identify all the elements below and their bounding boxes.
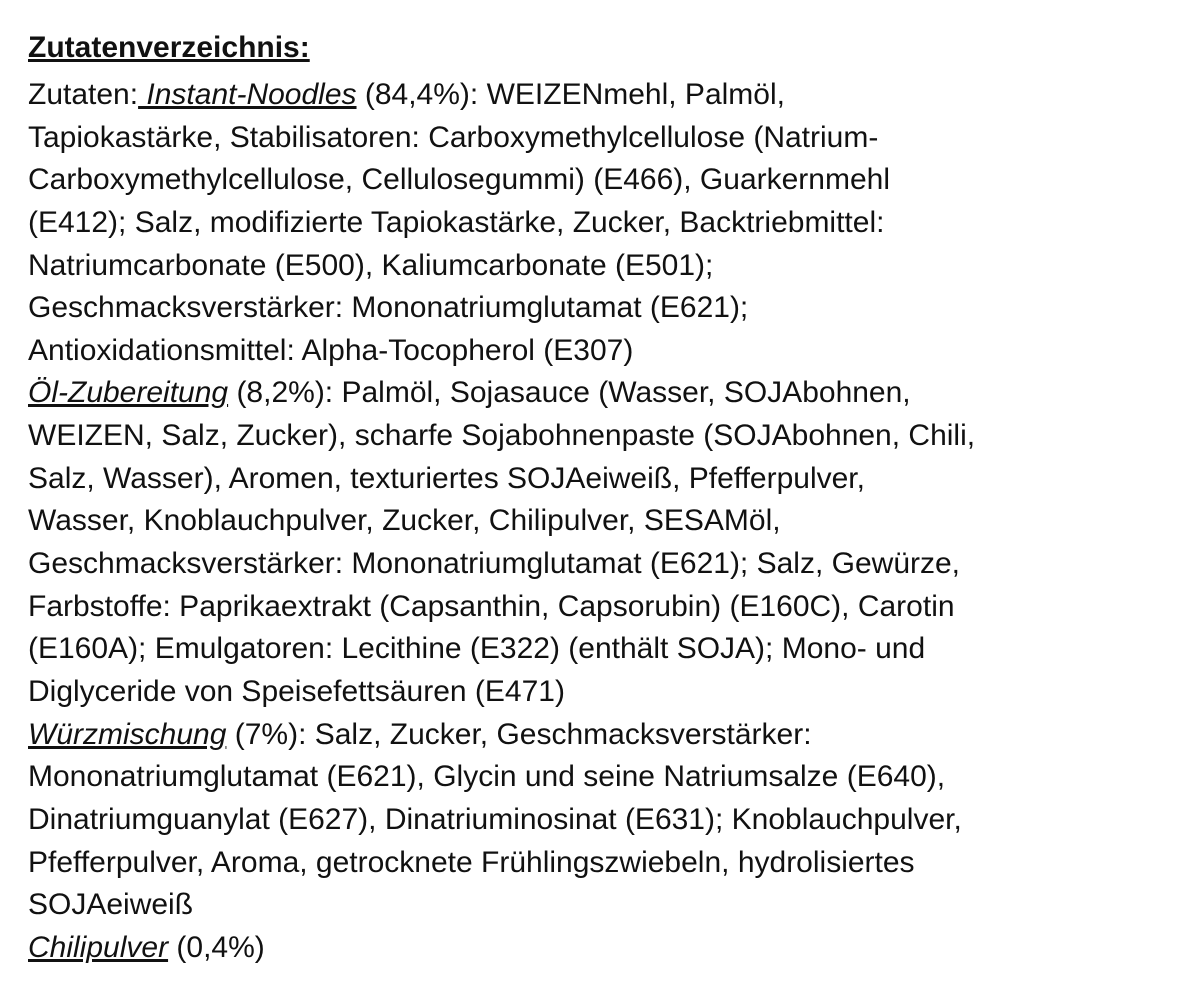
ingredient-line (28, 74, 975, 117)
ingredient-text: (0,4%) (168, 930, 265, 964)
component-heading: Chilipulver (28, 930, 169, 964)
ingredient-line (28, 543, 975, 586)
ingredient-text: Wasser, Knoblauchpulver, Zucker, Chilipulver, SESAMöl, (28, 504, 781, 538)
ingredient-line (28, 330, 975, 373)
ingredient-line (28, 458, 975, 501)
ingredient-line (28, 159, 975, 202)
ingredient-line (28, 884, 975, 927)
ingredient-text: Zutaten: (28, 78, 139, 111)
ingredient-line (28, 287, 975, 330)
ingredient-text: Dinatriumguanylat (E627), Dinatriuminosinat (E631); Knoblauchpulver, (28, 802, 962, 836)
ingredient-text: Geschmacksverstärker: Mononatriumglutamat (E621); (28, 291, 749, 325)
ingredient-text: (E160A); Emulgatoren: Lecithine (E322) (enthält SOJA); Mono- und (28, 632, 926, 666)
ingredient-line (28, 628, 975, 671)
ingredient-line (28, 842, 975, 885)
ingredient-text: (7%): Salz, Zucker, Geschmacksverstärker: (226, 717, 812, 751)
ingredient-text: Carboxymethylcellulose, Cellulosegummi) (E466), Guarkernmehl (28, 163, 891, 197)
ingredient-text: Pfefferpulver, Aroma, getrocknete Frühlingszwiebeln, hydrolisiertes (28, 845, 915, 879)
component-heading: Würzmischung (28, 717, 227, 751)
component-heading: Instant-Noodles (138, 78, 357, 111)
ingredient-text: Natriumcarbonate (E500), Kaliumcarbonate (E501); (28, 248, 714, 282)
ingredient-line (28, 245, 975, 288)
ingredient-line (28, 117, 975, 160)
ingredient-line (28, 372, 975, 415)
ingredient-line (28, 415, 975, 458)
ingredient-text: Antioxidationsmittel: Alpha-Tocopherol (E307) (28, 333, 634, 367)
ingredient-line (28, 756, 975, 799)
ingredient-line (28, 927, 975, 970)
ingredient-line (28, 586, 975, 629)
ingredient-line (28, 714, 975, 757)
ingredient-line (28, 799, 975, 842)
ingredient-text: Salz, Wasser), Aromen, texturiertes SOJAeiweiß, Pfefferpulver, (28, 461, 865, 495)
ingredient-line (28, 202, 975, 245)
ingredient-line (28, 500, 975, 543)
ingredient-text: Tapiokastärke, Stabilisatoren: Carboxymethylcellulose (Natrium- (28, 120, 879, 154)
ingredient-text: (8,2%): Palmöl, Sojasauce (Wasser, SOJAbohnen, (228, 376, 911, 410)
ingredient-text: WEIZEN, Salz, Zucker), scharfe Sojabohnenpaste (SOJAbohnen, Chili, (28, 419, 976, 453)
ingredient-text: Farbstoffe: Paprikaextrakt (Capsanthin, Capsorubin) (E160C), Carotin (28, 589, 955, 623)
ingredient-text: (84,4%): WEIZENmehl, Palmöl, (356, 78, 785, 111)
ingredients-text (28, 74, 975, 969)
ingredient-text: SOJAeiweiß (28, 888, 194, 922)
ingredient-text: Diglyceride von Speisefettsäuren (E471) (28, 674, 565, 708)
component-heading: Öl-Zubereitung (28, 376, 229, 410)
ingredient-text: Geschmacksverstärker: Mononatriumglutamat (E621); Salz, Gewürze, (28, 547, 961, 581)
section-title: Zutatenverzeichnis: (28, 31, 310, 64)
ingredient-line (28, 671, 975, 714)
ingredient-text: Mononatriumglutamat (E621), Glycin und seine Natriumsalze (E640), (28, 760, 946, 794)
ingredient-text: (E412); Salz, modifizierte Tapiokastärke, Zucker, Backtriebmittel: (28, 205, 885, 239)
